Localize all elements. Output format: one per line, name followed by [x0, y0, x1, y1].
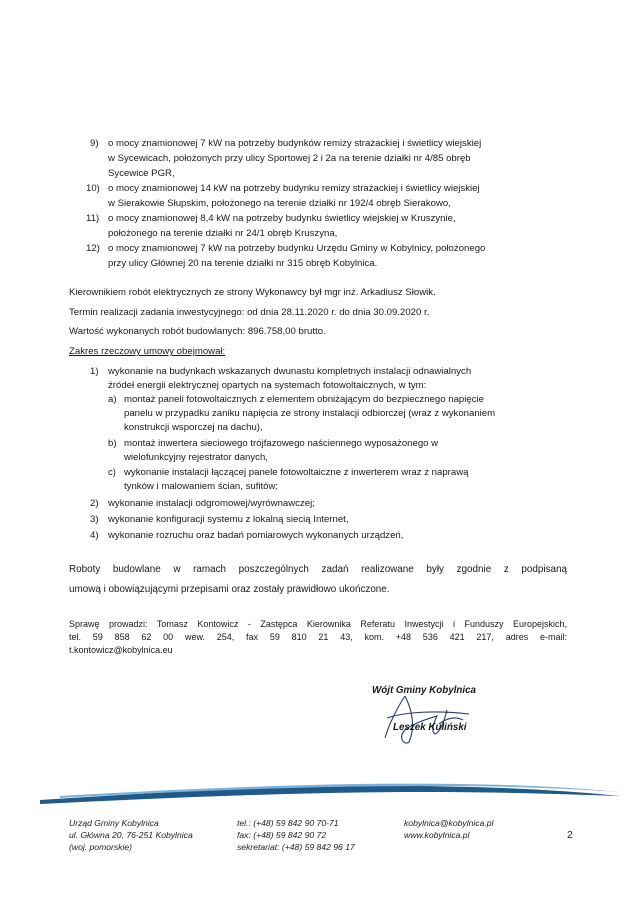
footer-wave-decoration	[0, 770, 637, 810]
sub-list-letter: c)	[108, 467, 116, 478]
footer-phone: tel.: (+48) 59 842 90 70-71	[237, 818, 339, 828]
list-line: montaż paneli fotowoltaicznych z elementem obniżającym do bezpiecznego napięcie	[124, 394, 484, 405]
list-line: w Sierakowie Słupskim, położonego na terenie działki nr 192/4 obręb Sierakowo,	[108, 198, 451, 209]
list-line: konstrukcji wsporczej na dachu),	[124, 422, 263, 433]
manager-text: Kierownikiem robót elektrycznych ze strony Wykonawcy był mgr inż. Arkadiusz Słowik.	[69, 287, 436, 298]
page-number: 2	[567, 829, 573, 841]
list-number: 10)	[86, 183, 100, 194]
list-line: wykonanie instalacji łączącej panele fotowoltaiczne z inwerterem wraz z naprawą	[124, 467, 469, 478]
footer-office-name: Urząd Gminy Kobylnica	[69, 818, 159, 828]
list-line: w Sycewicach, położonych przy ulicy Sportowej 2 i 2a na terenie działki nr 4/85 obręb	[108, 153, 471, 164]
signature-name: Leszek Kuliński	[393, 722, 467, 733]
footer-email: kobylnica@kobylnica.pl	[404, 818, 494, 828]
list-line: położonego na terenie działki nr 24/1 obręb Kruszyna,	[108, 228, 338, 239]
contact-line: tel. 59 858 62 00 wew. 254, fax 59 810 21 43, kom. +48 536 421 217, adres e-mail:	[69, 632, 567, 642]
contact-email: t.kontowicz@kobylnica.eu	[69, 645, 173, 655]
sub-list-letter: b)	[108, 438, 117, 449]
conclusion-line: Roboty budowlane w ramach poszczególnych zadań realizowane były zgodnie z podpisaną	[69, 564, 567, 575]
list-line: wykonanie konfiguracji systemu z lokalną siecią Internet,	[108, 514, 349, 525]
sub-list-letter: a)	[108, 394, 117, 405]
list-line: przy ulicy Głównej 20 na terenie działki nr 315 obręb Kobylnica.	[108, 258, 378, 269]
list-number: 2)	[90, 498, 99, 509]
term-text: Termin realizacji zadania inwestycyjnego: od dnia 28.11.2020 r. do dnia 30.09.2020 r.	[69, 307, 430, 318]
list-line: o mocy znamionowej 8,4 kW na potrzeby budynku świetlicy wiejskiej w Kruszynie,	[108, 213, 456, 224]
list-line: panelu w przypadku zaniku napięcia ze strony instalacji odbiorczej (wraz z wykonaniem	[124, 408, 496, 419]
list-line: Sycewice PGR,	[108, 168, 175, 179]
list-number: 1)	[90, 366, 99, 377]
list-line: wykonanie rozruchu oraz badań pomiarowych wykonanych urządzeń,	[108, 530, 404, 541]
handwritten-signature	[375, 688, 485, 748]
footer-region: (woj. pomorskie)	[69, 842, 133, 852]
contact-line: Sprawę prowadzi: Tomasz Kontowicz - Zastępca Kierownika Referatu Inwestycji i Funduszy Europejskich,	[69, 619, 567, 629]
signature-title: Wójt Gminy Kobylnica	[372, 685, 476, 696]
list-line: wykonanie na budynkach wskazanych dwunastu kompletnych instalacji odnawialnych	[108, 366, 472, 377]
footer-secretariat: sekretariat: (+48) 59 842 96 17	[237, 842, 355, 852]
list-number: 11)	[86, 213, 100, 224]
list-line: o mocy znamionowej 7 kW na potrzeby budynku Urzędu Gminy w Kobylnicy, położonego	[108, 243, 486, 254]
value-text: Wartość wykonanych robót budowlanych: 896.758,00 brutto.	[69, 326, 326, 337]
list-line: montaż inwertera sieciowego trójfazowego naściennego wyposażonego w	[124, 438, 439, 449]
scope-heading: Zakres rzeczowy umowy obejmował:	[69, 346, 226, 357]
list-line: o mocy znamionowej 14 kW na potrzeby budynku remizy strażackiej i świetlicy wiejskiej	[108, 183, 480, 194]
list-line: wielofunkcyjny rejestrator danych,	[124, 452, 268, 463]
list-number: 4)	[90, 530, 99, 541]
footer-address: ul. Główna 20, 76-251 Kobylnica	[69, 830, 193, 840]
footer-website: www.kobylnica.pl	[404, 830, 470, 840]
list-number: 9)	[90, 138, 99, 149]
list-number: 3)	[90, 514, 99, 525]
footer-fax: fax: (+48) 59 842 90 72	[237, 830, 327, 840]
conclusion-line: umową i obowiązującymi przepisami oraz zostały prawidłowo ukończone.	[69, 584, 390, 595]
list-line: tynków i malowaniem ścian, sufitów;	[124, 481, 279, 492]
list-line: o mocy znamionowej 7 kW na potrzeby budynków remizy strażackiej i świetlicy wiejskiej	[108, 138, 482, 149]
list-number: 12)	[86, 243, 100, 254]
list-line: wykonanie instalacji odgromowej/wyrównawczej;	[108, 498, 315, 509]
list-line: źródeł energii elektrycznej opartych na systemach fotowoltaicznych, w tym:	[108, 380, 427, 391]
